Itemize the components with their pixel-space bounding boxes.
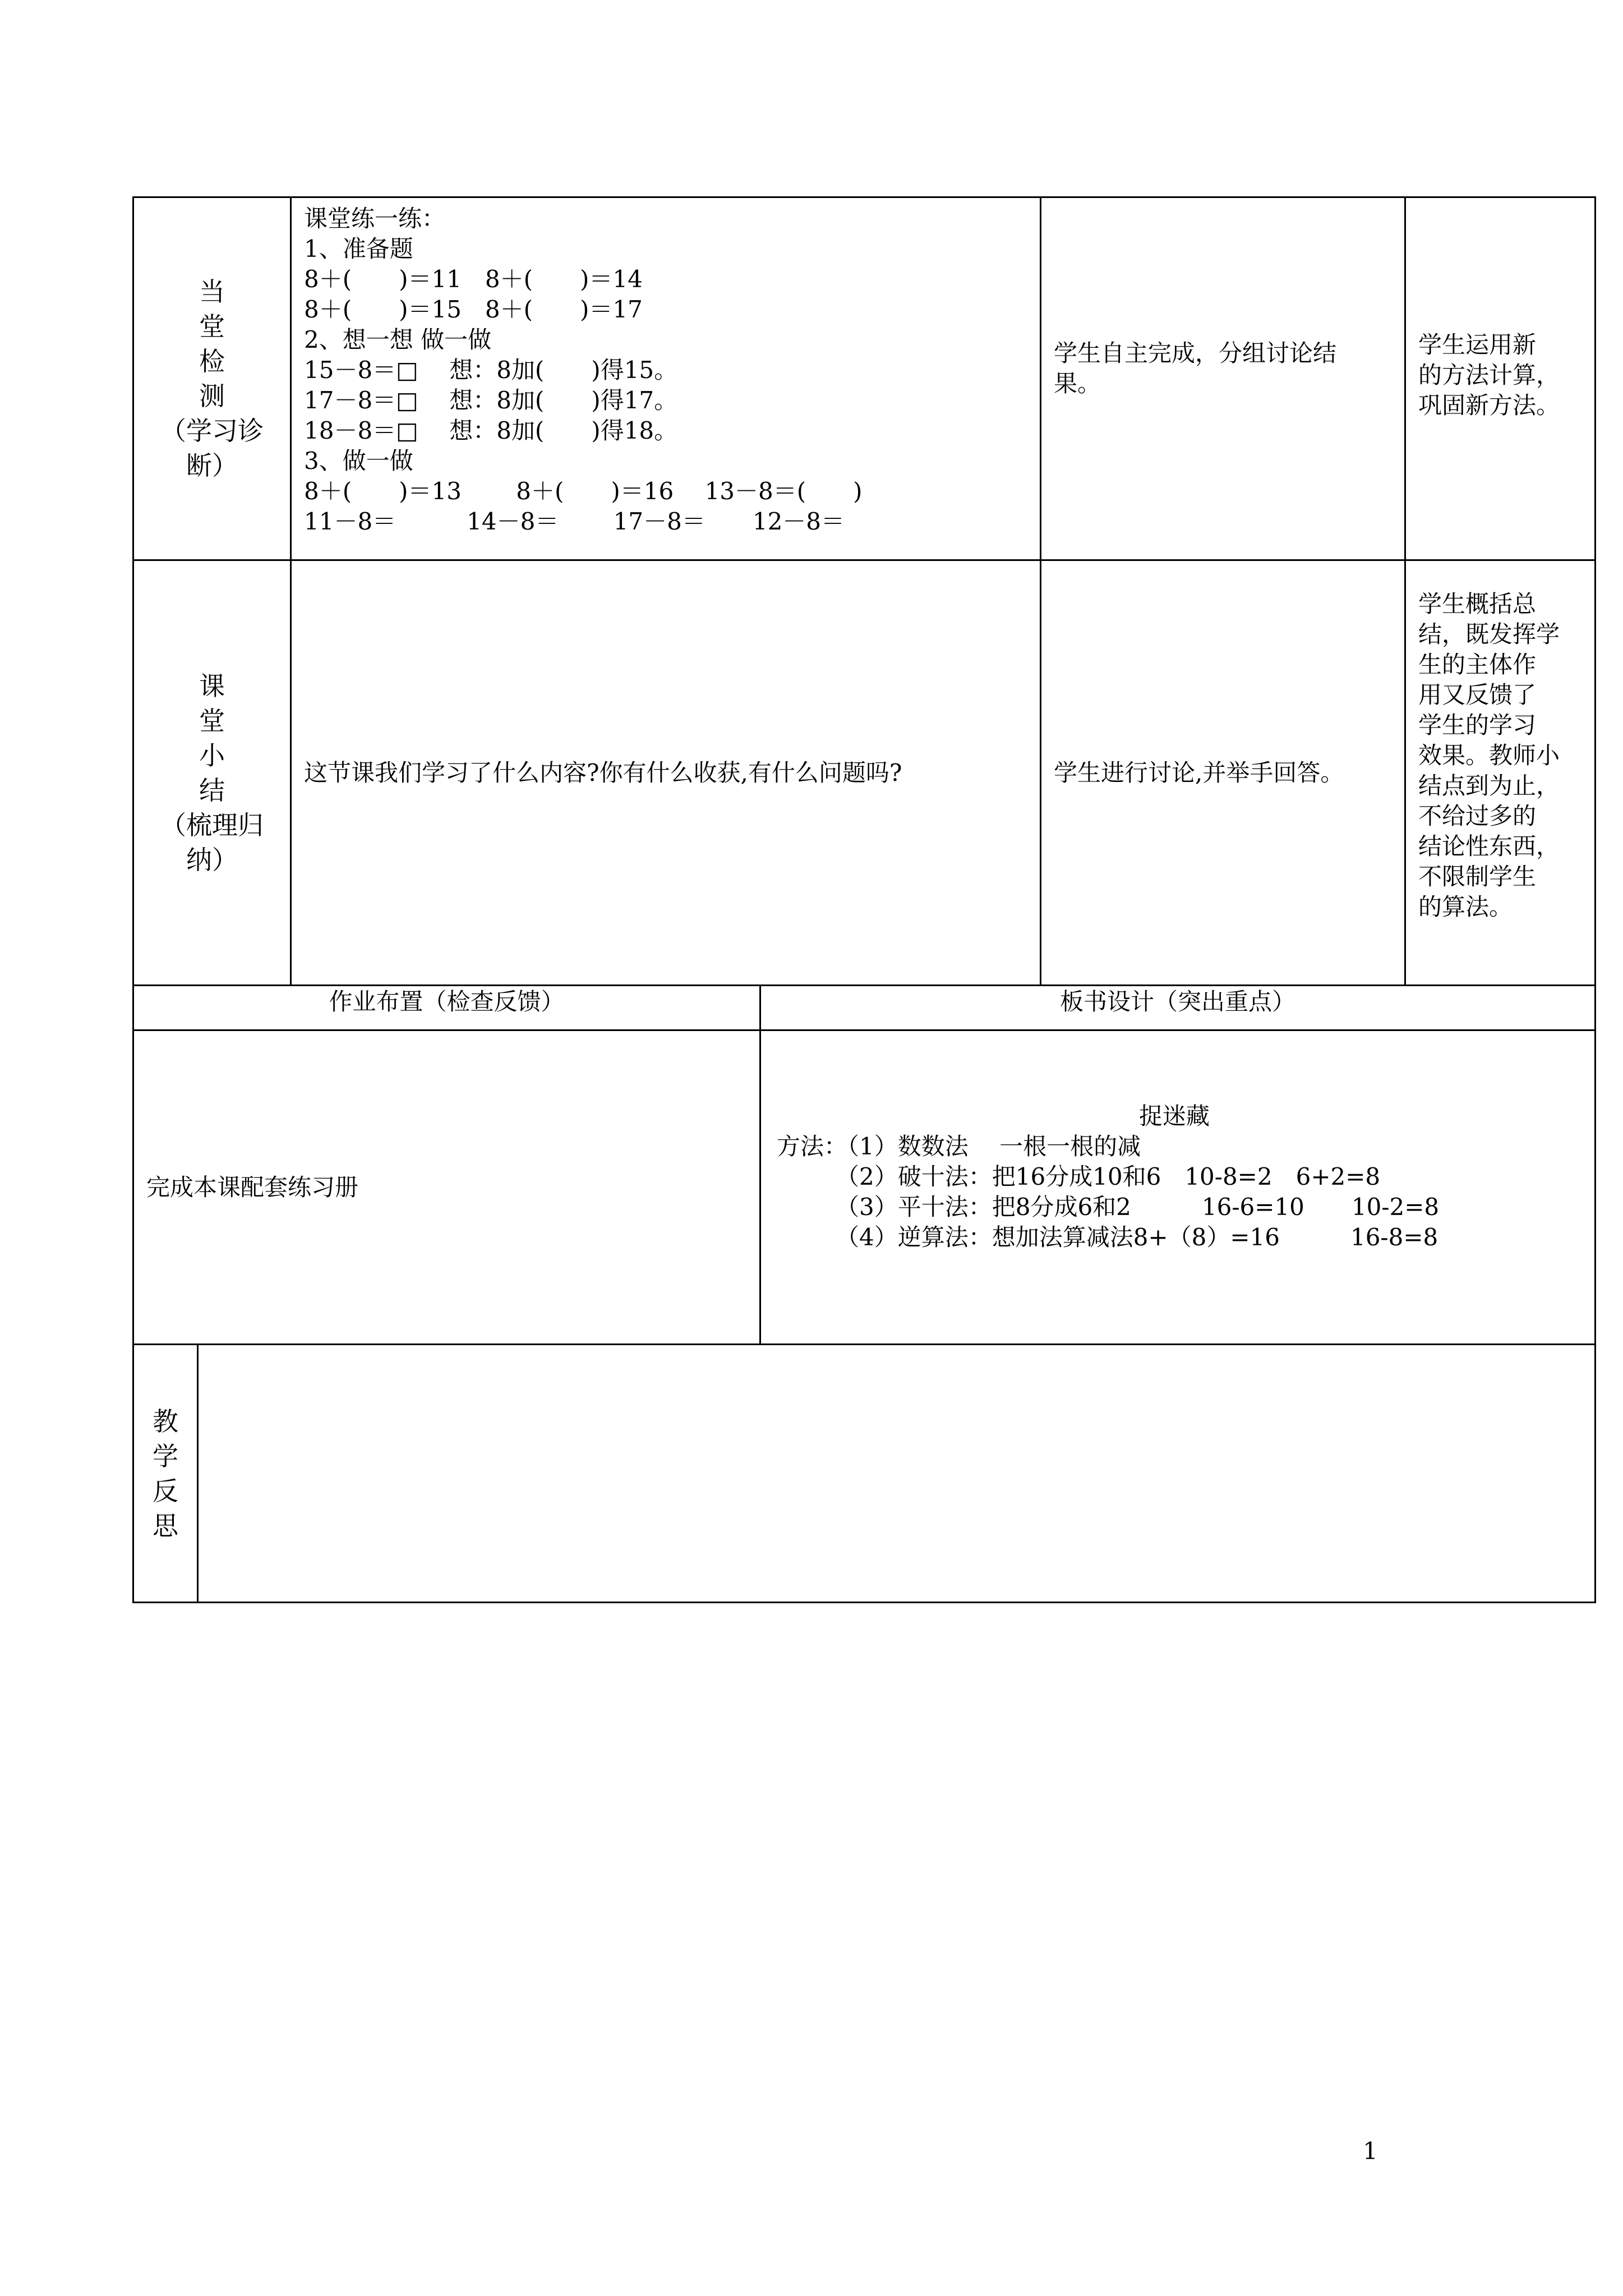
reflection-content-cell	[197, 1345, 1594, 1602]
label-char: 纳）	[186, 844, 238, 875]
student-activity-cell	[1040, 198, 1404, 559]
label-char: 反	[153, 1475, 178, 1506]
summary-question-cell	[290, 561, 1040, 984]
board-content-cell	[759, 1031, 1594, 1343]
board-line: 方法：（1）数数法 一根一根的减	[777, 1133, 1141, 1160]
label-char: 测	[199, 381, 225, 411]
board-header: 板书设计（突出重点）	[1059, 988, 1295, 1015]
board-line: （4）逆算法：想加法算减法8+（8）=16 16-8=8	[777, 1223, 1438, 1251]
summary-intent-cell	[1404, 561, 1594, 984]
intent-line: 的方法计算，	[1418, 361, 1560, 389]
intent-line: 效果。教师小	[1418, 742, 1560, 769]
label-char: 教	[153, 1406, 178, 1437]
label-classroom-test	[134, 198, 290, 559]
exercise-line: 8＋( )＝15 8＋( )＝17	[304, 296, 643, 323]
exercise-line: 1、准备题	[304, 235, 413, 263]
homework-content-cell	[134, 1031, 759, 1343]
label-char: 堂	[199, 311, 225, 342]
intent-line: 的算法。	[1418, 893, 1513, 921]
row-classroom-test	[132, 196, 1596, 561]
intent-line: 不限制学生	[1418, 863, 1537, 890]
activity-line: 学生自主完成，分组讨论结	[1054, 339, 1337, 367]
label-char: （学习诊	[160, 416, 264, 446]
board-line: （2）破十法：把16分成10和6 10-8=2 6+2=8	[777, 1163, 1381, 1190]
design-intent-cell	[1404, 198, 1594, 559]
label-char: 小	[199, 740, 225, 771]
label-char: 堂	[199, 705, 225, 736]
label-reflection	[134, 1345, 197, 1602]
homework-header-cell	[134, 986, 759, 1029]
row-class-summary	[132, 561, 1596, 986]
row-homework-board	[132, 1031, 1596, 1345]
row-reflection	[132, 1345, 1596, 1603]
board-title: 捉迷藏	[1138, 1102, 1210, 1130]
intent-line: 不给过多的	[1418, 802, 1537, 830]
label-char: 当	[199, 277, 225, 307]
intent-line: 结点到为止，	[1418, 772, 1560, 799]
exercise-line: 15－8＝□ 想：8加( )得15。	[304, 356, 678, 384]
exercise-line: 11－8＝ 14－8＝ 17－8＝ 12－8＝	[304, 508, 845, 535]
board-lines	[777, 1131, 1594, 1253]
label-char: 课	[199, 670, 225, 701]
intent-line: 用又反馈了	[1418, 681, 1537, 708]
homework-header: 作业布置（检查反馈）	[329, 988, 565, 1015]
exercise-line: 18－8＝□ 想：8加( )得18。	[304, 417, 678, 444]
label-char: 断）	[186, 450, 238, 481]
page-number: 1	[1363, 2137, 1378, 2165]
intent-line: 巩固新方法。	[1418, 392, 1560, 419]
label-char: 学	[153, 1441, 178, 1471]
intent-line: 生的主体作	[1418, 651, 1537, 678]
summary-intent-text	[1418, 589, 1594, 922]
intent-line: 学生概括总	[1418, 590, 1537, 618]
exercise-line: 8＋( )＝11 8＋( )＝14	[304, 265, 643, 293]
intent-line: 学生运用新	[1418, 331, 1537, 358]
summary-activity-cell	[1040, 561, 1404, 984]
homework-content: 完成本课配套练习册	[146, 1173, 359, 1201]
summary-activity: 学生进行讨论,并举手回答。	[1054, 758, 1344, 786]
exercise-line: 17－8＝□ 想：8加( )得17。	[304, 386, 678, 414]
activity-line: 果。	[1054, 370, 1101, 397]
design-intent-text	[1418, 330, 1594, 421]
intent-line: 结，既发挥学	[1418, 620, 1560, 648]
intent-line: 学生的学习	[1418, 711, 1537, 739]
exercise-line: 3、做一做	[304, 447, 413, 475]
intent-line: 结论性东西，	[1418, 832, 1560, 860]
label-char: 结	[199, 775, 225, 806]
label-char: 思	[153, 1510, 178, 1541]
exercise-cell	[290, 198, 1040, 559]
label-char: 检	[199, 346, 225, 376]
student-activity-text	[1054, 338, 1404, 399]
exercise-line: 8＋( )＝13 8＋( )＝16 13－8＝( )	[304, 477, 863, 505]
exercise-line: 2、想一想 做一做	[304, 326, 492, 353]
label-char: （梳理归	[160, 809, 264, 840]
board-header-cell	[759, 986, 1594, 1029]
row-headers	[132, 986, 1596, 1031]
label-class-summary	[134, 561, 290, 984]
lesson-plan-table	[132, 196, 1596, 1603]
exercise-line: 课堂练一练：	[304, 205, 446, 232]
exercise-text	[304, 204, 1040, 537]
summary-question: 这节课我们学习了什么内容?你有什么收获,有什么问题吗?	[304, 758, 902, 786]
board-line: （3）平十法：把8分成6和2 16-6=10 10-2=8	[777, 1193, 1440, 1221]
